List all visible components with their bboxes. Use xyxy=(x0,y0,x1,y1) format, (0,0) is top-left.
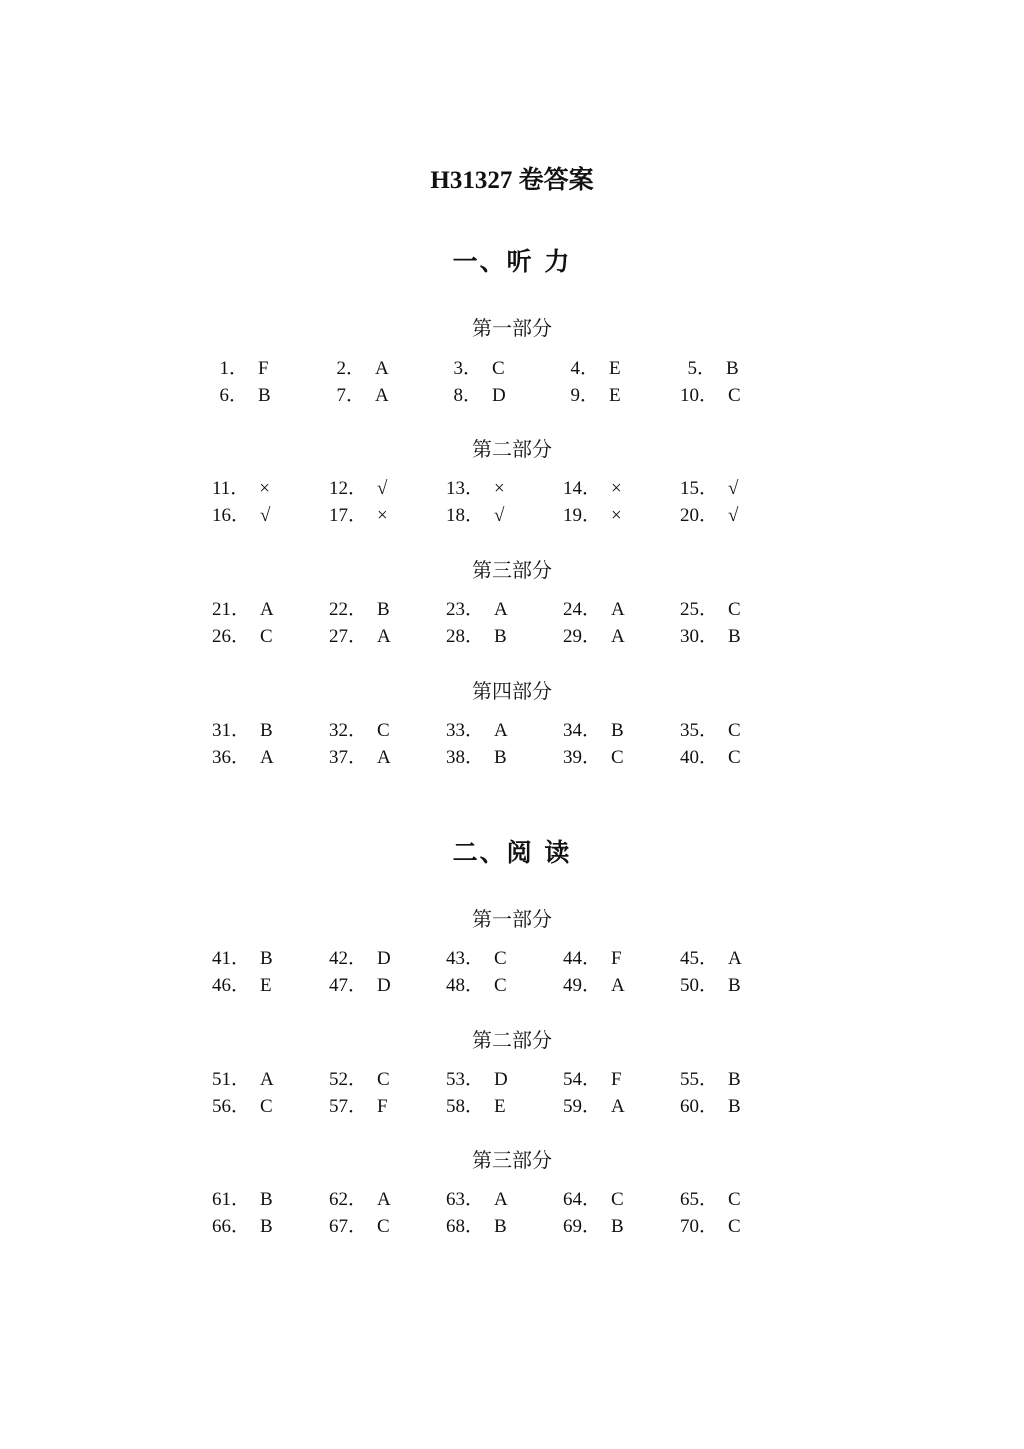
question-number: 65． xyxy=(680,1189,719,1210)
answer-value: × xyxy=(494,478,505,499)
answer-value: A xyxy=(611,975,625,996)
question-number: 10． xyxy=(680,385,719,406)
answer-value: A xyxy=(375,358,389,379)
answer-item xyxy=(563,594,680,621)
question-number: 31． xyxy=(212,720,251,741)
answer-row xyxy=(212,473,812,500)
answer-item xyxy=(563,943,680,970)
answer-row xyxy=(212,1091,812,1118)
answer-value: C xyxy=(494,948,507,969)
answer-value: C xyxy=(728,747,741,768)
answer-row xyxy=(212,1064,812,1091)
part-heading: 第一部分 xyxy=(472,907,552,931)
answer-item xyxy=(680,621,797,648)
question-number: 40． xyxy=(680,747,719,768)
question-number: 55． xyxy=(680,1069,719,1090)
answer-grid xyxy=(212,1184,812,1238)
answer-value: A xyxy=(260,747,274,768)
answer-value: C xyxy=(377,1069,390,1090)
answer-item xyxy=(329,742,446,769)
question-number: 48． xyxy=(446,975,485,996)
answer-value: F xyxy=(377,1096,388,1117)
answer-item xyxy=(446,621,563,648)
answer-item xyxy=(446,380,563,407)
answer-item xyxy=(680,500,797,527)
answer-row xyxy=(212,1184,812,1211)
answer-value: × xyxy=(377,505,388,526)
question-number: 23． xyxy=(446,599,485,620)
answer-item xyxy=(329,621,446,648)
answer-item xyxy=(563,380,680,407)
question-number: 64． xyxy=(563,1189,602,1210)
answer-item xyxy=(680,473,797,500)
question-number: 11． xyxy=(212,478,250,499)
answer-item xyxy=(563,970,680,997)
question-number: 36． xyxy=(212,747,251,768)
answer-item xyxy=(446,943,563,970)
answer-value: A xyxy=(494,720,508,741)
answer-grid xyxy=(212,1064,812,1118)
answer-item xyxy=(329,943,446,970)
answer-item xyxy=(329,1064,446,1091)
answer-item xyxy=(446,473,563,500)
answer-value: B xyxy=(494,626,507,647)
answer-item xyxy=(680,1064,797,1091)
answer-item xyxy=(563,1091,680,1118)
answer-item xyxy=(212,943,329,970)
question-number: 46． xyxy=(212,975,251,996)
answer-value: A xyxy=(375,385,389,406)
answer-value: A xyxy=(260,1069,274,1090)
answer-value: × xyxy=(259,478,271,499)
question-number: 62． xyxy=(329,1189,368,1210)
answer-item xyxy=(329,500,446,527)
question-number: 17． xyxy=(329,505,368,526)
answer-row xyxy=(212,621,812,648)
answer-item xyxy=(563,1211,680,1238)
answer-value: E xyxy=(494,1096,506,1117)
answer-item xyxy=(680,1091,797,1118)
answer-value: √ xyxy=(494,505,505,526)
answer-value: B xyxy=(611,1216,624,1237)
answer-value: B xyxy=(728,1096,741,1117)
answer-value: A xyxy=(728,948,742,969)
question-number: 28． xyxy=(446,626,485,647)
question-number: 37． xyxy=(329,747,368,768)
answer-item xyxy=(212,970,329,997)
question-number: 43． xyxy=(446,948,485,969)
answer-value: F xyxy=(611,1069,622,1090)
question-number: 16． xyxy=(212,505,251,526)
answer-value: B xyxy=(611,720,624,741)
question-number: 39． xyxy=(563,747,602,768)
question-number: 15． xyxy=(680,478,719,499)
answer-item xyxy=(680,742,797,769)
answer-value: B xyxy=(260,1216,273,1237)
question-number: 19． xyxy=(563,505,602,526)
question-number: 24． xyxy=(563,599,602,620)
answer-value: C xyxy=(728,720,741,741)
question-number: 42． xyxy=(329,948,368,969)
answer-grid xyxy=(212,353,812,407)
question-number: 26． xyxy=(212,626,251,647)
answer-item xyxy=(680,715,797,742)
part-heading: 第三部分 xyxy=(472,1148,552,1172)
answer-row xyxy=(212,943,812,970)
answer-value: B xyxy=(260,1189,273,1210)
answer-value: C xyxy=(494,975,507,996)
question-number: 69． xyxy=(563,1216,602,1237)
answer-value: C xyxy=(377,1216,390,1237)
question-number: 29． xyxy=(563,626,602,647)
question-number: 5． xyxy=(687,358,716,379)
answer-item xyxy=(446,1091,563,1118)
question-number: 66． xyxy=(212,1216,251,1237)
question-number: 57． xyxy=(329,1096,368,1117)
answer-value: C xyxy=(728,1216,741,1237)
section-heading-reading: 二、阅 读 xyxy=(452,838,572,867)
question-number: 25． xyxy=(680,599,719,620)
question-number: 8． xyxy=(453,385,482,406)
answer-value: √ xyxy=(728,505,739,526)
answer-item xyxy=(212,1091,329,1118)
question-number: 20． xyxy=(680,505,719,526)
question-number: 33． xyxy=(446,720,485,741)
answer-item xyxy=(563,621,680,648)
answer-row xyxy=(212,380,812,407)
answer-item xyxy=(212,742,329,769)
answer-item xyxy=(680,380,797,407)
question-number: 58． xyxy=(446,1096,485,1117)
question-number: 44． xyxy=(563,948,602,969)
answer-item xyxy=(329,1211,446,1238)
answer-value: A xyxy=(494,599,508,620)
answer-value: E xyxy=(609,385,621,406)
answer-value: B xyxy=(260,948,273,969)
part-heading: 第三部分 xyxy=(472,558,552,582)
answer-value: C xyxy=(611,747,624,768)
answer-item xyxy=(329,473,446,500)
question-number: 18． xyxy=(446,505,485,526)
answer-item xyxy=(446,500,563,527)
answer-value: B xyxy=(728,1069,741,1090)
answer-item xyxy=(563,742,680,769)
question-number: 27． xyxy=(329,626,368,647)
answer-item xyxy=(329,380,446,407)
question-number: 4． xyxy=(570,358,599,379)
question-number: 63． xyxy=(446,1189,485,1210)
answer-value: C xyxy=(492,358,505,379)
question-number: 12． xyxy=(329,478,368,499)
answer-item xyxy=(329,715,446,742)
question-number: 22． xyxy=(329,599,368,620)
question-number: 34． xyxy=(563,720,602,741)
answer-value: B xyxy=(728,626,741,647)
part-heading: 第一部分 xyxy=(472,316,552,340)
answer-value: × xyxy=(611,478,622,499)
question-number: 35． xyxy=(680,720,719,741)
answer-item xyxy=(446,742,563,769)
answer-value: C xyxy=(377,720,390,741)
part-heading: 第二部分 xyxy=(472,437,552,461)
answer-row xyxy=(212,594,812,621)
question-number: 6． xyxy=(219,385,248,406)
answer-item xyxy=(680,594,797,621)
answer-value: C xyxy=(260,1096,273,1117)
part-heading: 第二部分 xyxy=(472,1028,552,1052)
question-number: 30． xyxy=(680,626,719,647)
question-number: 9． xyxy=(570,385,599,406)
answer-item xyxy=(563,715,680,742)
answer-item xyxy=(212,473,329,500)
answer-item xyxy=(212,353,329,380)
question-number: 7． xyxy=(336,385,365,406)
answer-row xyxy=(212,715,812,742)
answer-value: √ xyxy=(260,505,271,526)
question-number: 45． xyxy=(680,948,719,969)
answer-item xyxy=(446,715,563,742)
section-heading-listening: 一、听 力 xyxy=(452,247,572,276)
answer-item xyxy=(212,715,329,742)
question-number: 68． xyxy=(446,1216,485,1237)
answer-row xyxy=(212,1211,812,1238)
answer-item xyxy=(446,970,563,997)
question-number: 59． xyxy=(563,1096,602,1117)
answer-value: A xyxy=(260,599,274,620)
answer-item xyxy=(212,380,329,407)
answer-item xyxy=(563,1184,680,1211)
question-number: 2． xyxy=(336,358,365,379)
answer-value: B xyxy=(494,1216,507,1237)
answer-value: E xyxy=(609,358,621,379)
answer-value: F xyxy=(258,358,269,379)
part-heading: 第四部分 xyxy=(472,679,552,703)
answer-item xyxy=(680,970,797,997)
answer-value: A xyxy=(611,1096,625,1117)
answer-value: D xyxy=(377,948,391,969)
answer-item xyxy=(563,1064,680,1091)
answer-item xyxy=(563,473,680,500)
answer-item xyxy=(680,1184,797,1211)
answer-value: D xyxy=(377,975,391,996)
question-number: 14． xyxy=(563,478,602,499)
answer-item xyxy=(563,500,680,527)
answer-item xyxy=(212,1184,329,1211)
answer-grid xyxy=(212,473,812,527)
answer-item xyxy=(212,1211,329,1238)
document-title: H31327 卷答案 xyxy=(430,167,594,194)
answer-value: B xyxy=(260,720,273,741)
answer-item xyxy=(446,353,563,380)
question-number: 32． xyxy=(329,720,368,741)
answer-item xyxy=(680,1211,797,1238)
question-number: 60． xyxy=(680,1096,719,1117)
answer-value: C xyxy=(728,1189,741,1210)
answer-row xyxy=(212,500,812,527)
answer-value: C xyxy=(728,599,741,620)
answer-item xyxy=(212,1064,329,1091)
question-number: 13． xyxy=(446,478,485,499)
question-number: 54． xyxy=(563,1069,602,1090)
answer-row xyxy=(212,353,812,380)
question-number: 67． xyxy=(329,1216,368,1237)
answer-value: B xyxy=(258,385,271,406)
question-number: 21． xyxy=(212,599,251,620)
answer-value: A xyxy=(611,599,625,620)
answer-value: × xyxy=(611,505,622,526)
question-number: 56． xyxy=(212,1096,251,1117)
answer-value: A xyxy=(494,1189,508,1210)
answer-value: A xyxy=(377,1189,391,1210)
answer-item xyxy=(446,1064,563,1091)
answer-item xyxy=(329,594,446,621)
question-number: 53． xyxy=(446,1069,485,1090)
answer-item xyxy=(446,594,563,621)
question-number: 41． xyxy=(212,948,251,969)
answer-value: F xyxy=(611,948,622,969)
answer-value: D xyxy=(494,1069,508,1090)
answer-item xyxy=(329,1091,446,1118)
answer-item xyxy=(446,1184,563,1211)
answer-item xyxy=(563,353,680,380)
answer-item xyxy=(680,353,797,380)
answer-grid xyxy=(212,715,812,769)
answer-item xyxy=(446,1211,563,1238)
answer-value: B xyxy=(494,747,507,768)
answer-item xyxy=(329,1184,446,1211)
answer-grid xyxy=(212,594,812,648)
answer-value: B xyxy=(728,975,741,996)
answer-grid xyxy=(212,943,812,997)
answer-value: B xyxy=(377,599,390,620)
answer-item xyxy=(329,353,446,380)
answer-value: E xyxy=(260,975,272,996)
question-number: 38． xyxy=(446,747,485,768)
answer-row xyxy=(212,742,812,769)
answer-value: D xyxy=(492,385,506,406)
answer-item xyxy=(212,500,329,527)
answer-value: B xyxy=(726,358,739,379)
answer-item xyxy=(329,970,446,997)
answer-item xyxy=(212,594,329,621)
answer-item xyxy=(212,621,329,648)
answer-value: A xyxy=(377,747,391,768)
question-number: 70． xyxy=(680,1216,719,1237)
question-number: 50． xyxy=(680,975,719,996)
answer-value: C xyxy=(728,385,741,406)
answer-item xyxy=(680,943,797,970)
question-number: 3． xyxy=(453,358,482,379)
question-number: 47． xyxy=(329,975,368,996)
answer-row xyxy=(212,970,812,997)
answer-value: C xyxy=(611,1189,624,1210)
answer-value: √ xyxy=(728,478,739,499)
question-number: 52． xyxy=(329,1069,368,1090)
answer-value: A xyxy=(377,626,391,647)
question-number: 49． xyxy=(563,975,602,996)
question-number: 1． xyxy=(219,358,248,379)
answer-value: A xyxy=(611,626,625,647)
answer-value: C xyxy=(260,626,273,647)
answer-value: √ xyxy=(377,478,388,499)
question-number: 61． xyxy=(212,1189,251,1210)
question-number: 51． xyxy=(212,1069,251,1090)
